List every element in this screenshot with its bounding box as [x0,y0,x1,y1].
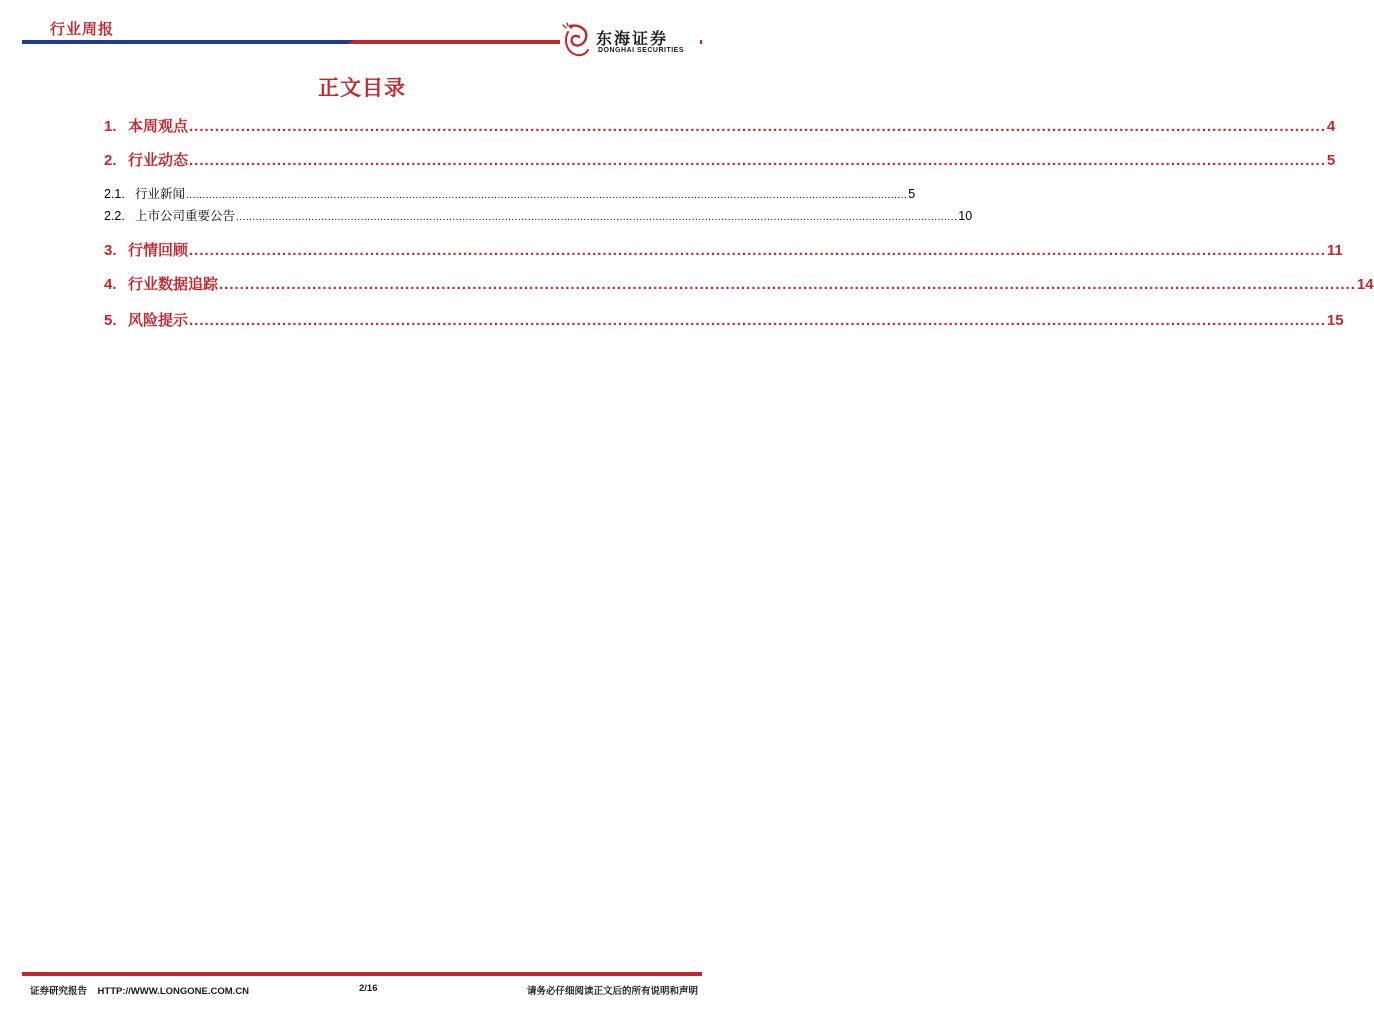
toc-leader-dots: ............................................................................................................................................................................................................................ [189,242,1326,259]
logo-english-name: DONGHAI SECURITIES [598,47,685,54]
toc-entry-number: 4. [104,276,117,293]
toc-leader-dots: ............................................................................................................................................................................................................................ [189,152,1326,169]
dragon-logo-icon [560,22,592,58]
toc-entry-title: 行业数据追踪 [128,276,219,293]
toc-entry[interactable] [104,184,916,202]
toc-entry-title: 本周观点 [128,118,189,135]
toc-entry[interactable] [104,149,1336,170]
toc-entry-page: 15 [1326,312,1344,329]
toc-entry[interactable] [104,206,973,224]
toc-leader-dots: ............................................................................................................................................................................................................................ [219,276,1356,293]
toc-entry-number: 2.1. [104,187,125,201]
toc-entry-title: 行情回顾 [128,242,189,259]
header-divider-blue [22,40,354,44]
toc-leader-dots: ............................................................................................................................................................................................................................ [189,312,1326,329]
toc-entry[interactable] [104,239,1343,260]
logo-chinese-name: 东海证券 [596,31,669,48]
toc-entry-page: 14 [1356,276,1374,293]
report-type-label: 行业周报 [50,21,115,38]
toc-entry-page: 10 [958,209,973,223]
toc-leader-dots: ............................................................................................................................................................................................................................ [189,118,1326,135]
toc-entry-number: 3. [104,242,117,259]
toc-title: 正文目录 [318,77,406,100]
toc-entry-number: 2.2. [104,209,125,223]
toc-entry-page: 5 [1326,152,1336,169]
company-logo [560,22,700,58]
toc-entry[interactable] [104,273,1374,294]
toc-entry-page: 11 [1326,242,1343,259]
toc-entry-title: 行业动态 [128,152,189,169]
toc-entry[interactable] [104,115,1336,136]
footer-page-number: 2/16 [359,983,378,994]
toc-entry-title: 行业新闻 [135,187,186,201]
toc-entry-number: 2. [104,152,117,169]
toc-entry-number: 1. [104,118,117,135]
toc-entry[interactable] [104,309,1344,330]
toc-entry-title: 风险提示 [128,312,189,329]
footer-disclaimer: 请务必仔细阅读正文后的所有说明和声明 [526,986,698,997]
toc-entry-page: 5 [908,187,916,201]
toc-entry-number: 5. [104,312,117,329]
toc-entry-title: 上市公司重要公告 [135,209,236,223]
footer-website[interactable]: 证券研究报告 HTTP://WWW.LONGONE.COM.CN [30,986,250,997]
toc-entry-page: 4 [1326,118,1336,135]
footer-divider [22,972,702,976]
toc-leader-dots: ............................................................................................................................................................................................................................ [186,190,908,201]
toc-leader-dots: ............................................................................................................................................................................................................................ [236,212,958,223]
